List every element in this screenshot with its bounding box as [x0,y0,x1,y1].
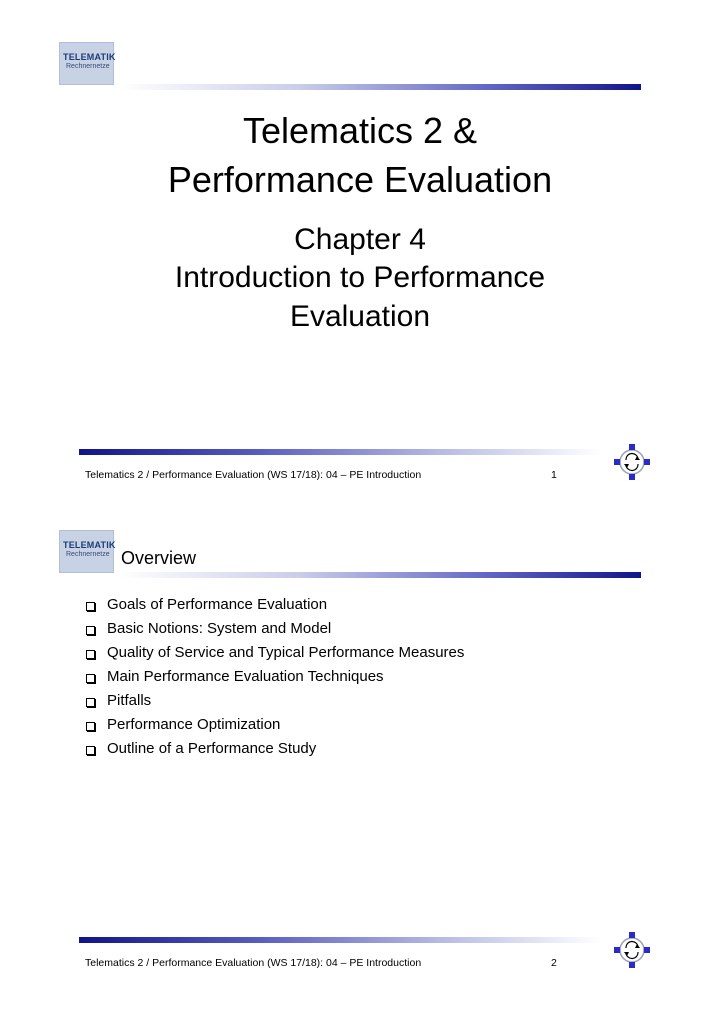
slide-subtitle-line-1: Chapter 4 [294,223,426,256]
checkbox-bullet-icon [86,746,95,755]
header-gradient-bar [120,572,641,578]
list-item: Pitfalls [86,689,464,713]
network-cycle-icon [613,443,651,481]
page-number: 2 [551,957,557,969]
slide-2 [0,500,720,1000]
list-item: Outline of a Performance Study [86,737,464,761]
slide-1 [0,0,720,500]
overview-list [86,593,464,761]
slide-title-line-2: Performance Evaluation [167,159,553,200]
footer-gradient-bar [79,937,600,943]
footer-text: Telematics 2 / Performance Evaluation (WS 17/18): 04 – PE Introduction [85,957,422,969]
list-item: Goals of Performance Evaluation [86,593,464,617]
checkbox-bullet-icon [86,650,95,659]
footer-gradient-bar [79,449,600,455]
slide-subtitle-line-3: Evaluation [289,300,431,333]
checkbox-bullet-icon [86,674,95,683]
list-item: Quality of Service and Typical Performance Measures [86,641,464,665]
checkbox-bullet-icon [86,626,95,635]
page-number: 1 [551,469,557,481]
list-item: Performance Optimization [86,713,464,737]
header-gradient-bar [120,84,641,90]
slide-title-line-1: Telematics 2 & [242,110,478,151]
checkbox-bullet-icon [86,722,95,731]
slide-subtitle-line-2: Introduction to Performance [174,261,546,294]
network-cycle-icon [613,931,651,969]
checkbox-bullet-icon [86,698,95,707]
slide-heading: Overview [121,548,197,568]
telematik-logo: TELEMATIK Rechnernetze [59,42,114,85]
list-item: Main Performance Evaluation Techniques [86,665,464,689]
checkbox-bullet-icon [86,602,95,611]
telematik-logo: TELEMATIK Rechnernetze [59,530,114,573]
list-item: Basic Notions: System and Model [86,617,464,641]
footer-text: Telematics 2 / Performance Evaluation (WS 17/18): 04 – PE Introduction [85,469,422,481]
